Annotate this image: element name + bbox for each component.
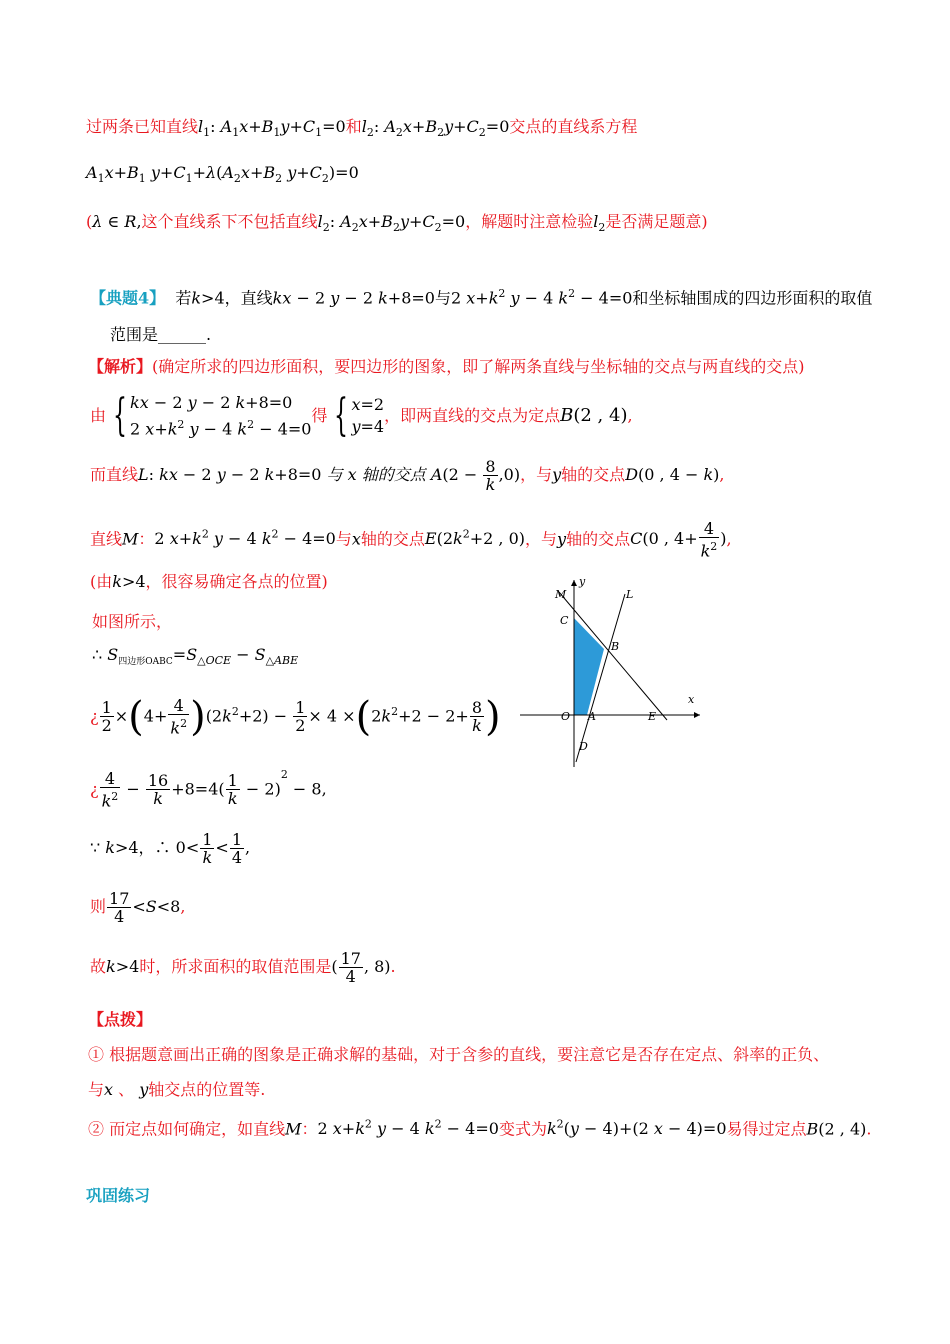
- solution-note: (由k>4，很容易确定各点的位置): [90, 572, 328, 591]
- label-y: y: [579, 575, 586, 588]
- example-question: 【典题4】 若k>4，直线kx − 2 y − 2 k+8=0与2 $x+k^2$ y − 4 $k^2 - 4=0$和坐标轴围成的四边形面积的取值: [90, 287, 873, 308]
- solution-line-M: 直线M：2 $x+k^2$ y − 4 $k^2 - 4=0$与x轴的交点$E(2k^2+2$ , 0)，与y轴的交点C(0 , 4+ $\frac{4}{k^2}$ ),: [90, 519, 732, 561]
- range-S: 则 $\frac{17}{4}$ <S<8,: [90, 889, 186, 926]
- solution-system: 由 { kx − 2 y − 2 k+8=0 2 $x+k^2$ y − 4 $k^2 - 4=0$得 { x=2 y=4，即两直线的交点为定点B(2 , 4),: [90, 390, 633, 442]
- solution-tag: 【解析】: [88, 357, 153, 376]
- tip-p1b: 与x 、 y轴交点的位置等.: [88, 1080, 266, 1099]
- example-tag: 【典题4】: [90, 288, 166, 308]
- intro-line-3: (λ ∈ R,这个直线系下不包括直线$l_2$: $A_2x+B_2y+C_2=0$，解题时注意检验$l_2$是否满足题意): [86, 212, 708, 235]
- coordinate-figure: [515, 572, 715, 772]
- label-x: x: [688, 693, 695, 706]
- label-L: L: [626, 588, 634, 601]
- intro-and: 和: [345, 117, 362, 136]
- area-calc-1: ¿ $\frac{1}{2}$ ×(4+ $\frac{4}{k^2}$ )$(2k^2+2)$ − $\frac{1}{2}$ × $4 \times(2k^2+2 - 2+$ $\frac{8}{k}$ ): [90, 693, 501, 740]
- solution-line-L: 而直线L: kx − 2 y − 2 k+8=0 与 x 轴的交点 A(2 − $\frac{8}{k}$ ,0)，与y轴的交点D(0 , 4 − k),: [90, 457, 725, 494]
- label-A: A: [588, 710, 596, 723]
- solution-figure-ref: 如图所示，: [92, 612, 173, 631]
- label-D: D: [579, 740, 588, 753]
- label-E: E: [648, 710, 657, 723]
- example-question-2: 范围是______.: [110, 325, 212, 344]
- label-B: B: [611, 640, 620, 653]
- range-k: ∵ k>4，∴ 0< $\frac{1}{k}$ < $\frac{1}{4}$ ,: [90, 830, 251, 867]
- practice-heading: 巩固练习: [86, 1186, 151, 1205]
- tip-tag: 【点拨】: [88, 1010, 153, 1029]
- final-answer: 故k>4时，所求面积的取值范围是( $\frac{17}{4}$ , 8).: [90, 949, 396, 986]
- label-O: O: [561, 710, 571, 723]
- intro-text: 过两条已知直线: [86, 117, 199, 136]
- solution-intro: 【解析】(确定所求的四边形面积，要四边形的图象，即了解两条直线与坐标轴的交点与两直线的交点): [88, 357, 805, 376]
- area-calc-2: ¿ $\frac{4}{k^2}$ − $\frac{16}{k}$ +8=4( $\frac{1}{k}$ − 2)$^2$ − 8,: [90, 768, 327, 811]
- intro-text-tail: 交点的直线系方程: [509, 117, 638, 136]
- area-formula: ∴ $S_{四边形OABC}=S_{\triangle OCE} - S_{\triangle ABE}$: [92, 645, 299, 668]
- intro-equation: $A_1x+B_1$ $y+C_1+\lambda(A_2x+B_2$ $y+C_2)=0$: [86, 163, 359, 186]
- tip-p1: ① 根据题意画出正确的图象是正确求解的基础，对于含参的直线，要注意它是否存在定点、斜率的正负、: [88, 1045, 830, 1064]
- shaded-quadrilateral: [574, 618, 604, 715]
- label-M: M: [555, 588, 567, 601]
- tip-p2: ② 而定点如何确定，如直线M：2 $x+k^2$ y − 4 $k^2 - 4=0$变式为$k^2(y - 4)+(2$ x − 4)=0易得过定点B(2 , 4).: [88, 1118, 872, 1139]
- label-C: C: [560, 614, 569, 627]
- intro-line-1: 过两条已知直线$l_1$: $A_1x+B_1y+C_1=0$和$l_2$: $A_2x+B_2y+C_2=0$交点的直线系方程: [86, 117, 638, 140]
